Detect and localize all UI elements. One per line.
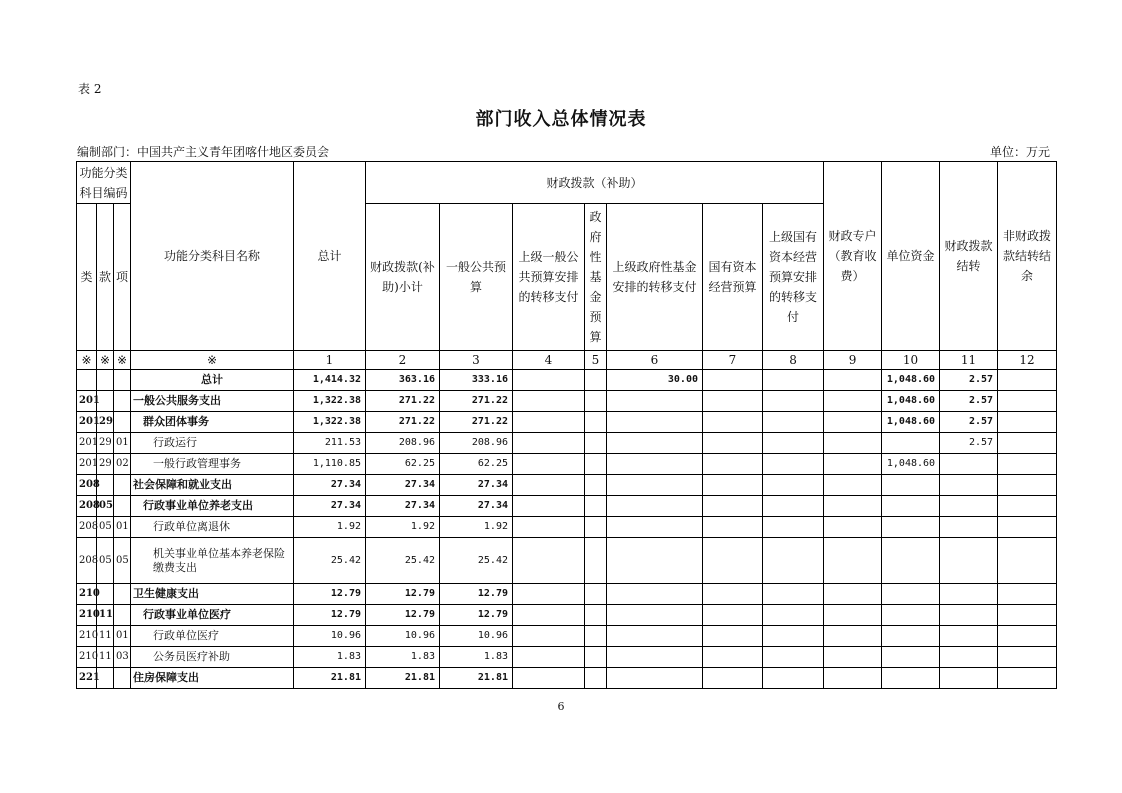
cell-c6 [607, 605, 703, 626]
cell-c5 [585, 433, 607, 454]
cell-c6 [607, 626, 703, 647]
cell-c12 [998, 391, 1057, 412]
cell-c9 [824, 412, 882, 433]
cell-c12 [998, 538, 1057, 584]
table-row [77, 391, 1057, 412]
cell-c4 [513, 391, 585, 412]
cell-c3: 208.96 [440, 433, 513, 454]
table-row [77, 433, 1057, 454]
cell-c7 [703, 391, 763, 412]
cell-c10 [882, 475, 940, 496]
cell-c11 [940, 475, 998, 496]
index-cell: 2 [366, 351, 440, 370]
cell-c8 [763, 605, 824, 626]
cell-lei: 201 [77, 433, 97, 454]
cell-c12 [998, 605, 1057, 626]
index-cell: 8 [763, 351, 824, 370]
cell-c2: 25.42 [366, 538, 440, 584]
cell-c10 [882, 433, 940, 454]
cell-lei: 210 [77, 584, 97, 605]
cell-c3: 27.34 [440, 475, 513, 496]
table-row [77, 370, 1057, 391]
cell-lei: 221 [77, 668, 97, 689]
header-func-name: 功能分类科目名称 [131, 162, 294, 351]
cell-c4 [513, 647, 585, 668]
cell-c6 [607, 496, 703, 517]
cell-name: 总计 [131, 370, 294, 391]
cell-c9 [824, 454, 882, 475]
cell-c2: 271.22 [366, 391, 440, 412]
cell-lei: 201 [77, 454, 97, 475]
cell-c11 [940, 517, 998, 538]
cell-kuan: 11 [97, 647, 114, 668]
cell-c11 [940, 454, 998, 475]
cell-c8 [763, 454, 824, 475]
cell-c3: 333.16 [440, 370, 513, 391]
index-cell: 12 [998, 351, 1057, 370]
cell-c5 [585, 605, 607, 626]
cell-c12 [998, 647, 1057, 668]
index-cell: 11 [940, 351, 998, 370]
cell-c3: 271.22 [440, 412, 513, 433]
cell-c8 [763, 391, 824, 412]
cell-c5 [585, 475, 607, 496]
cell-xiang: 02 [114, 454, 131, 475]
cell-c7 [703, 433, 763, 454]
cell-c9 [824, 647, 882, 668]
index-cell: 7 [703, 351, 763, 370]
cell-c12 [998, 412, 1057, 433]
header-nonfiscal-carryover: 非财政拨款结转结余 [998, 162, 1057, 351]
index-cell: 3 [440, 351, 513, 370]
index-cell: 5 [585, 351, 607, 370]
income-table [76, 161, 1057, 689]
table-row [77, 647, 1057, 668]
index-cell: 4 [513, 351, 585, 370]
cell-c11 [940, 584, 998, 605]
header-unit-funds: 单位资金 [882, 162, 940, 351]
cell-c1: 21.81 [294, 668, 366, 689]
header-upper-state-capital-transfer: 上级国有资本经营预算安排的转移支付 [763, 204, 824, 351]
cell-xiang [114, 605, 131, 626]
cell-c10: 1,048.60 [882, 454, 940, 475]
cell-c1: 27.34 [294, 496, 366, 517]
cell-c2: 21.81 [366, 668, 440, 689]
header-fiscal-subtotal: 财政拨款(补助)小计 [366, 204, 440, 351]
cell-c4 [513, 475, 585, 496]
unit-label: 单位：万元 [989, 145, 1050, 159]
cell-c10 [882, 496, 940, 517]
cell-c4 [513, 517, 585, 538]
index-cell: 1 [294, 351, 366, 370]
cell-c7 [703, 605, 763, 626]
cell-c12 [998, 626, 1057, 647]
cell-c9 [824, 475, 882, 496]
cell-c6 [607, 668, 703, 689]
index-cell: ※ [114, 351, 131, 370]
cell-c6: 30.00 [607, 370, 703, 391]
index-cell: ※ [77, 351, 97, 370]
cell-c10 [882, 605, 940, 626]
cell-c9 [824, 433, 882, 454]
cell-c5 [585, 517, 607, 538]
cell-c10 [882, 626, 940, 647]
index-cell: 10 [882, 351, 940, 370]
cell-kuan: 29 [97, 433, 114, 454]
cell-c4 [513, 370, 585, 391]
cell-c7 [703, 517, 763, 538]
index-cell: 6 [607, 351, 703, 370]
cell-name: 卫生健康支出 [131, 584, 294, 605]
header-general-budget: 一般公共预算 [440, 204, 513, 351]
cell-c3: 10.96 [440, 626, 513, 647]
cell-lei: 210 [77, 605, 97, 626]
cell-c1: 27.34 [294, 475, 366, 496]
header-upper-gov-fund-transfer: 上级政府性基金安排的转移支付 [607, 204, 703, 351]
cell-c3: 1.92 [440, 517, 513, 538]
table-row [77, 454, 1057, 475]
cell-c9 [824, 584, 882, 605]
cell-c5 [585, 412, 607, 433]
cell-c12 [998, 584, 1057, 605]
cell-c2: 62.25 [366, 454, 440, 475]
cell-c7 [703, 538, 763, 584]
cell-c8 [763, 475, 824, 496]
cell-name: 一般行政管理事务 [131, 454, 294, 475]
cell-c7 [703, 626, 763, 647]
cell-c1: 1,110.85 [294, 454, 366, 475]
cell-name: 一般公共服务支出 [131, 391, 294, 412]
index-cell: 9 [824, 351, 882, 370]
cell-c3: 27.34 [440, 496, 513, 517]
cell-c2: 1.83 [366, 647, 440, 668]
cell-c6 [607, 517, 703, 538]
cell-c4 [513, 412, 585, 433]
header-gov-fund-budget: 政府性基金预算 [585, 204, 607, 351]
cell-c8 [763, 538, 824, 584]
cell-c6 [607, 475, 703, 496]
cell-c9 [824, 496, 882, 517]
cell-c5 [585, 370, 607, 391]
cell-lei: 208 [77, 496, 97, 517]
cell-xiang [114, 412, 131, 433]
cell-c4 [513, 538, 585, 584]
cell-name: 行政单位医疗 [131, 626, 294, 647]
cell-c2: 12.79 [366, 584, 440, 605]
cell-xiang [114, 668, 131, 689]
cell-c12 [998, 668, 1057, 689]
cell-c2: 27.34 [366, 475, 440, 496]
cell-c7 [703, 412, 763, 433]
cell-c10: 1,048.60 [882, 391, 940, 412]
index-cell: ※ [131, 351, 294, 370]
cell-name: 行政单位离退休 [131, 517, 294, 538]
cell-c2: 27.34 [366, 496, 440, 517]
page-title: 部门收入总体情况表 [475, 109, 647, 130]
cell-c12 [998, 475, 1057, 496]
cell-name: 住房保障支出 [131, 668, 294, 689]
cell-xiang [114, 584, 131, 605]
cell-xiang: 03 [114, 647, 131, 668]
cell-c7 [703, 496, 763, 517]
cell-c3: 271.22 [440, 391, 513, 412]
cell-c1: 1,322.38 [294, 412, 366, 433]
cell-c1: 1,322.38 [294, 391, 366, 412]
cell-kuan: 11 [97, 605, 114, 626]
cell-c1: 1,414.32 [294, 370, 366, 391]
cell-xiang: 01 [114, 433, 131, 454]
cell-c11 [940, 647, 998, 668]
cell-c2: 208.96 [366, 433, 440, 454]
cell-c5 [585, 454, 607, 475]
cell-c2: 10.96 [366, 626, 440, 647]
header-state-capital-budget: 国有资本经营预算 [703, 204, 763, 351]
cell-c4 [513, 433, 585, 454]
cell-lei: 201 [77, 391, 97, 412]
cell-lei [77, 370, 97, 391]
cell-xiang [114, 496, 131, 517]
cell-c6 [607, 647, 703, 668]
cell-c7 [703, 454, 763, 475]
cell-c7 [703, 370, 763, 391]
cell-c11: 2.57 [940, 433, 998, 454]
cell-c10 [882, 584, 940, 605]
cell-c3: 25.42 [440, 538, 513, 584]
cell-c4 [513, 626, 585, 647]
header-special-fiscal: 财政专户（教育收费） [824, 162, 882, 351]
department-label: 编制部门：中国共产主义青年团喀什地区委员会 [77, 145, 330, 159]
cell-c4 [513, 454, 585, 475]
cell-c12 [998, 433, 1057, 454]
cell-c6 [607, 584, 703, 605]
cell-lei: 210 [77, 626, 97, 647]
cell-name: 社会保障和就业支出 [131, 475, 294, 496]
table-row [77, 496, 1057, 517]
cell-c1: 10.96 [294, 626, 366, 647]
cell-c8 [763, 433, 824, 454]
table-row [77, 668, 1057, 689]
cell-c7 [703, 475, 763, 496]
cell-c2: 363.16 [366, 370, 440, 391]
table-row [77, 412, 1057, 433]
cell-c11 [940, 496, 998, 517]
table-number-label: 表 2 [78, 82, 102, 96]
cell-xiang [114, 475, 131, 496]
header-lei: 类 [77, 204, 97, 351]
cell-c5 [585, 626, 607, 647]
cell-c4 [513, 605, 585, 626]
cell-c6 [607, 454, 703, 475]
cell-c11 [940, 605, 998, 626]
cell-c1: 12.79 [294, 584, 366, 605]
cell-c10 [882, 668, 940, 689]
header-upper-general-transfer: 上级一般公共预算安排的转移支付 [513, 204, 585, 351]
cell-c7 [703, 668, 763, 689]
cell-c7 [703, 584, 763, 605]
cell-c8 [763, 496, 824, 517]
table-row [77, 605, 1057, 626]
cell-c2: 271.22 [366, 412, 440, 433]
cell-c3: 1.83 [440, 647, 513, 668]
header-kuan: 款 [97, 204, 114, 351]
cell-c5 [585, 584, 607, 605]
cell-name: 行政事业单位养老支出 [131, 496, 294, 517]
cell-lei: 208 [77, 475, 97, 496]
cell-kuan: 05 [97, 517, 114, 538]
cell-c8 [763, 517, 824, 538]
cell-c11: 2.57 [940, 412, 998, 433]
cell-c3: 62.25 [440, 454, 513, 475]
cell-c2: 12.79 [366, 605, 440, 626]
cell-c9 [824, 370, 882, 391]
cell-c8 [763, 584, 824, 605]
cell-xiang [114, 370, 131, 391]
cell-name: 机关事业单位基本养老保险缴费支出 [131, 538, 294, 584]
cell-c9 [824, 626, 882, 647]
cell-c12 [998, 496, 1057, 517]
cell-kuan: 29 [97, 454, 114, 475]
cell-xiang: 05 [114, 538, 131, 584]
page-number: 6 [557, 700, 565, 713]
cell-c6 [607, 433, 703, 454]
table-row [77, 626, 1057, 647]
table-row [77, 475, 1057, 496]
cell-c3: 12.79 [440, 605, 513, 626]
cell-c5 [585, 496, 607, 517]
cell-lei: 208 [77, 538, 97, 584]
cell-c9 [824, 538, 882, 584]
cell-c2: 1.92 [366, 517, 440, 538]
cell-c3: 21.81 [440, 668, 513, 689]
cell-name: 行政运行 [131, 433, 294, 454]
cell-c5 [585, 668, 607, 689]
cell-kuan: 11 [97, 626, 114, 647]
cell-kuan: 05 [97, 496, 114, 517]
cell-c3: 12.79 [440, 584, 513, 605]
cell-c1: 12.79 [294, 605, 366, 626]
table-row [77, 538, 1057, 584]
cell-c11 [940, 668, 998, 689]
cell-c9 [824, 517, 882, 538]
cell-xiang: 01 [114, 626, 131, 647]
header-func-code: 功能分类科目编码 [77, 162, 131, 204]
cell-c8 [763, 668, 824, 689]
cell-c11 [940, 626, 998, 647]
cell-name: 公务员医疗补助 [131, 647, 294, 668]
cell-c6 [607, 391, 703, 412]
cell-c6 [607, 412, 703, 433]
cell-c8 [763, 647, 824, 668]
cell-c1: 25.42 [294, 538, 366, 584]
cell-c8 [763, 370, 824, 391]
cell-name: 群众团体事务 [131, 412, 294, 433]
cell-c7 [703, 647, 763, 668]
cell-xiang: 01 [114, 517, 131, 538]
header-fiscal-group: 财政拨款（补助） [366, 162, 824, 204]
cell-c10: 1,048.60 [882, 370, 940, 391]
cell-c12 [998, 517, 1057, 538]
header-total: 总计 [294, 162, 366, 351]
cell-c1: 1.92 [294, 517, 366, 538]
cell-c8 [763, 626, 824, 647]
cell-c4 [513, 584, 585, 605]
cell-c1: 211.53 [294, 433, 366, 454]
cell-c5 [585, 538, 607, 584]
cell-c1: 1.83 [294, 647, 366, 668]
cell-kuan [97, 370, 114, 391]
cell-lei: 208 [77, 517, 97, 538]
cell-c5 [585, 391, 607, 412]
cell-c10 [882, 647, 940, 668]
cell-lei: 201 [77, 412, 97, 433]
cell-name: 行政事业单位医疗 [131, 605, 294, 626]
cell-c11: 2.57 [940, 370, 998, 391]
cell-c4 [513, 668, 585, 689]
cell-c9 [824, 605, 882, 626]
cell-c12 [998, 370, 1057, 391]
cell-xiang [114, 391, 131, 412]
cell-kuan: 05 [97, 538, 114, 584]
table-row [77, 584, 1057, 605]
cell-c4 [513, 496, 585, 517]
index-cell: ※ [97, 351, 114, 370]
cell-c10 [882, 538, 940, 584]
cell-c11 [940, 538, 998, 584]
cell-kuan: 29 [97, 412, 114, 433]
cell-c8 [763, 412, 824, 433]
cell-c5 [585, 647, 607, 668]
cell-c6 [607, 538, 703, 584]
header-xiang: 项 [114, 204, 131, 351]
cell-c9 [824, 668, 882, 689]
cell-lei: 210 [77, 647, 97, 668]
cell-c9 [824, 391, 882, 412]
header-fiscal-carryover: 财政拨款结转 [940, 162, 998, 351]
cell-c12 [998, 454, 1057, 475]
cell-c11: 2.57 [940, 391, 998, 412]
table-row [77, 517, 1057, 538]
cell-c10 [882, 517, 940, 538]
cell-c10: 1,048.60 [882, 412, 940, 433]
